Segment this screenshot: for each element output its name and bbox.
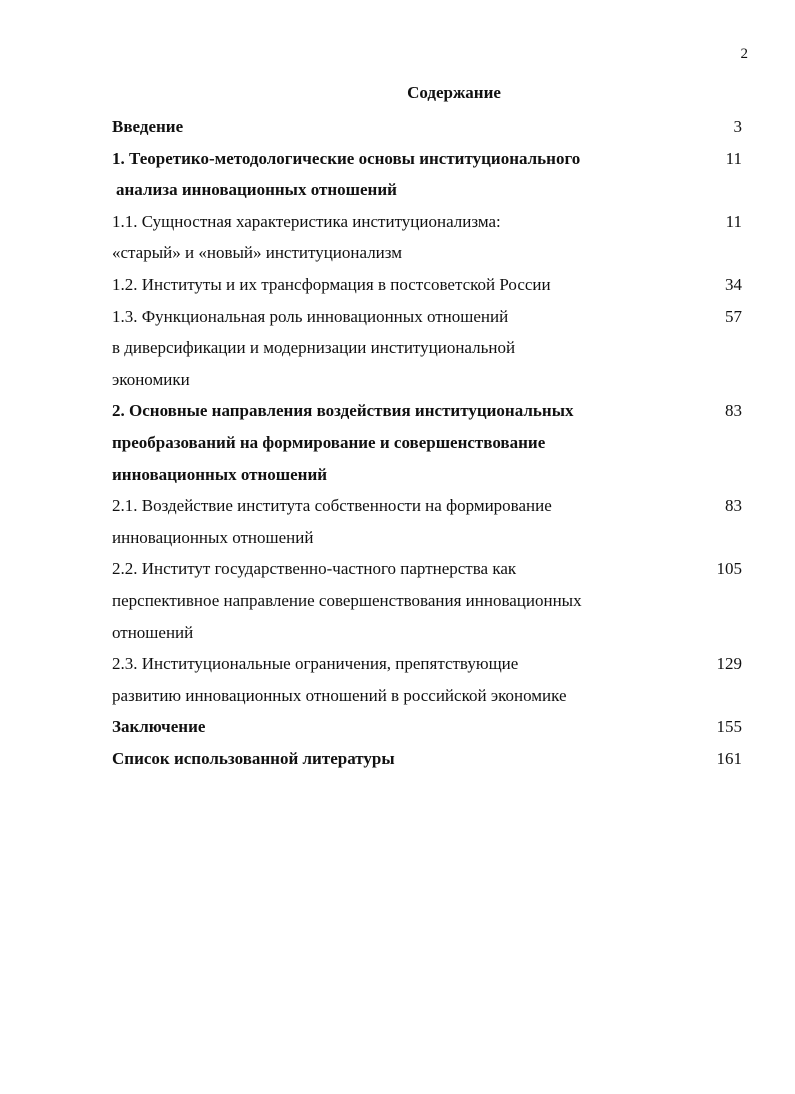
toc-entry-page: 161 — [716, 748, 742, 768]
page-number: 2 — [740, 46, 748, 62]
toc-entry — [112, 206, 742, 269]
toc-entry — [112, 648, 742, 711]
toc-entry-page: 11 — [725, 148, 742, 168]
toc-entry-text: 2.1. Воздействие института собственности на формирование — [112, 496, 552, 516]
toc-entry-text: экономики — [112, 369, 190, 389]
toc-entry — [112, 395, 742, 490]
toc-entry-page: 83 — [725, 496, 742, 516]
toc-entry — [112, 743, 742, 775]
toc-entry-page: 105 — [716, 559, 742, 579]
toc-entry — [112, 269, 742, 301]
toc-entry-text: Список использованной литературы — [112, 748, 395, 768]
toc-entry-text: 1.1. Сущностная характеристика институционализма: — [112, 211, 501, 231]
toc-entry-page: 11 — [725, 211, 742, 231]
toc-entry-page: 34 — [725, 274, 742, 294]
toc-entry-text: отношений — [112, 622, 194, 642]
toc-entry-text: 2.3. Институциональные ограничения, препятствующие — [112, 654, 519, 674]
toc-entry-text: 1. Теоретико-методологические основы институционального — [112, 148, 581, 168]
toc-entry-page: 129 — [716, 654, 742, 674]
toc-entry-text: Введение — [112, 117, 184, 136]
toc-entry — [112, 143, 742, 206]
toc-entry-page: 155 — [716, 717, 742, 737]
toc-entry-text: 1.3. Функциональная роль инновационных отношений — [112, 306, 509, 326]
toc-entry-text: Заключение — [112, 717, 206, 737]
toc-entry — [112, 490, 742, 553]
toc-title: Содержание — [407, 83, 501, 102]
toc-entry-page: 57 — [725, 306, 742, 326]
toc-entry-text: в диверсификации и модернизации институциональной — [112, 338, 516, 358]
toc-entry — [112, 111, 742, 143]
toc-entry-text: развитию инновационных отношений в российской экономике — [112, 685, 567, 705]
toc-entry-page: 83 — [725, 401, 742, 421]
toc-entry-text: перспективное направление совершенствования инновационных — [112, 590, 582, 610]
toc-entry-text: анализа инновационных отношений — [116, 180, 397, 200]
toc-entry-text: инновационных отношений — [112, 464, 328, 484]
toc-entry-text: 1.2. Институты и их трансформация в постсоветской России — [112, 274, 551, 294]
toc-entry-text: преобразований на формирование и совершенствование — [112, 432, 546, 452]
table-of-contents — [112, 111, 742, 774]
toc-entry — [112, 301, 742, 396]
toc-entry-text: «старый» и «новый» институционализм — [112, 243, 403, 263]
toc-entry-text: 2.2. Институт государственно-частного партнерства как — [112, 559, 517, 579]
toc-entry-text: инновационных отношений — [112, 527, 314, 547]
toc-entry-page: 3 — [733, 117, 742, 136]
toc-entry — [112, 711, 742, 743]
toc-entry-text: 2. Основные направления воздействия институциональных — [112, 401, 574, 421]
toc-entry — [112, 553, 742, 648]
